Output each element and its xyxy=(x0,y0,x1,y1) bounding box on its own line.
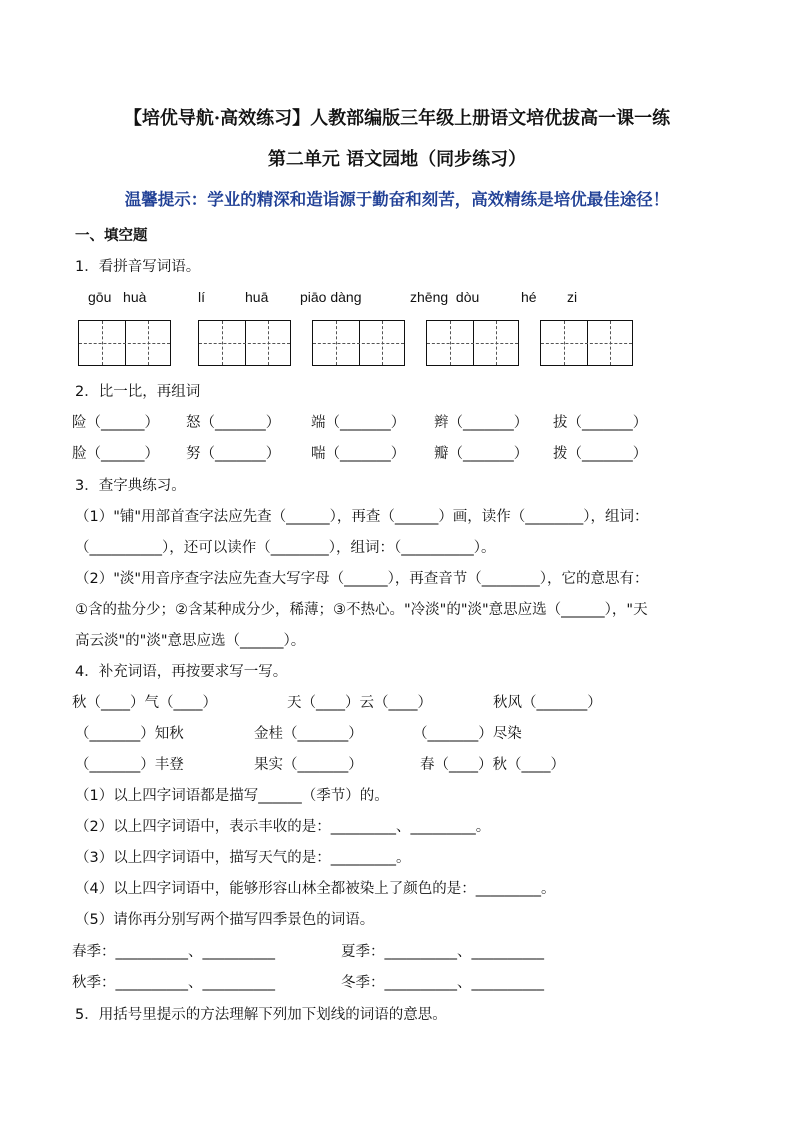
compare-item[interactable]: 怒（_______） xyxy=(186,415,281,431)
writing-grid[interactable] xyxy=(198,320,291,366)
document-subtitle: 第二单元 语文园地（同步练习） xyxy=(267,149,527,170)
q3-part2-line2[interactable]: ①含的盐分少；②含某种成分少，稀薄；③不热心。"冷淡"的"淡"意思应选（______），"天 xyxy=(75,602,648,618)
q4-sub1[interactable]: （1）以上四字词语都是描写______（季节）的。 xyxy=(75,788,389,804)
compare-item[interactable]: 辫（_______） xyxy=(434,415,529,431)
compare-item[interactable]: 险（______） xyxy=(72,415,159,431)
pinyin-label: zi xyxy=(567,289,578,305)
idiom-blank[interactable]: 秋（____）气（____） xyxy=(72,695,217,711)
pinyin-label: lí xyxy=(198,289,205,305)
idiom-blank[interactable]: （_______）尽染 xyxy=(413,726,522,742)
writing-grid[interactable] xyxy=(426,320,519,366)
pinyin-label: zhēng dòu xyxy=(410,289,480,305)
season-summer[interactable]: 夏季：__________、__________ xyxy=(341,944,544,960)
q3-part1-line2[interactable]: （__________），还可以读作（________），组词：（__________）。 xyxy=(75,540,496,556)
idiom-blank[interactable]: 金桂（_______） xyxy=(254,726,363,742)
q5-instruction: 5．用括号里提示的方法理解下列加下划线的词语的意思。 xyxy=(75,1007,447,1023)
compare-item[interactable]: 端（_______） xyxy=(311,415,406,431)
compare-item[interactable]: 脸（______） xyxy=(72,446,159,462)
section-heading: 一、填空题 xyxy=(75,228,148,244)
idiom-blank[interactable]: 果实（_______） xyxy=(254,757,363,773)
idiom-blank[interactable]: （_______）知秋 xyxy=(75,726,184,742)
compare-item[interactable]: 瓣（_______） xyxy=(434,446,529,462)
q4-sub3[interactable]: （3）以上四字词语中，描写天气的是：_________。 xyxy=(75,850,411,866)
q3-part1-line1[interactable]: （1）"铺"用部首查字法应先查（______），再查（______）画，读作（________），组词： xyxy=(75,509,649,525)
q1-instruction: 1．看拼音写词语。 xyxy=(75,259,201,275)
idiom-blank[interactable]: 春（____）秋（____） xyxy=(420,757,565,773)
season-winter[interactable]: 冬季：__________、__________ xyxy=(341,975,544,991)
q2-instruction: 2．比一比，再组词 xyxy=(75,384,201,400)
pinyin-label: hé xyxy=(521,289,537,305)
q3-instruction: 3．查字典练习。 xyxy=(75,478,186,494)
compare-item[interactable]: 努（_______） xyxy=(186,446,281,462)
q3-part2-line1[interactable]: （2）"淡"用音序查字法应先查大写字母（______），再查音节（________），它的意思有： xyxy=(75,571,649,587)
idiom-blank[interactable]: 秋风（_______） xyxy=(493,695,602,711)
pinyin-label: gōu huà xyxy=(88,289,147,305)
compare-item[interactable]: 拔（_______） xyxy=(553,415,648,431)
idiom-blank[interactable]: （_______）丰登 xyxy=(75,757,184,773)
q4-sub5: （5）请你再分别写两个描写四季景色的词语。 xyxy=(75,912,375,928)
writing-grid[interactable] xyxy=(78,320,171,366)
pinyin-label: huā xyxy=(245,289,269,305)
q4-sub4[interactable]: （4）以上四字词语中，能够形容山林全都被染上了颜色的是：_________。 xyxy=(75,881,556,897)
season-spring[interactable]: 春季：__________、__________ xyxy=(72,944,275,960)
writing-grid[interactable] xyxy=(540,320,633,366)
document-title: 【培优导航·高效练习】人教部编版三年级上册语文培优拔高一课一练 xyxy=(123,108,671,129)
q4-sub2[interactable]: （2）以上四字词语中，表示丰收的是：_________、_________。 xyxy=(75,819,491,835)
compare-item[interactable]: 喘（_______） xyxy=(311,446,406,462)
q4-instruction: 4．补充词语，再按要求写一写。 xyxy=(75,664,288,680)
compare-item[interactable]: 拨（_______） xyxy=(553,446,648,462)
tip-banner: 温馨提示：学业的精深和造诣源于勤奋和刻苦，高效精练是培优最佳途径！ xyxy=(124,190,670,209)
q3-part2-line3[interactable]: 高云淡"的"淡"意思应选（______）。 xyxy=(75,633,306,649)
season-autumn[interactable]: 秋季：__________、__________ xyxy=(72,975,275,991)
idiom-blank[interactable]: 天（____）云（____） xyxy=(287,695,432,711)
writing-grid[interactable] xyxy=(312,320,405,366)
pinyin-label: piāo dàng xyxy=(300,289,362,305)
